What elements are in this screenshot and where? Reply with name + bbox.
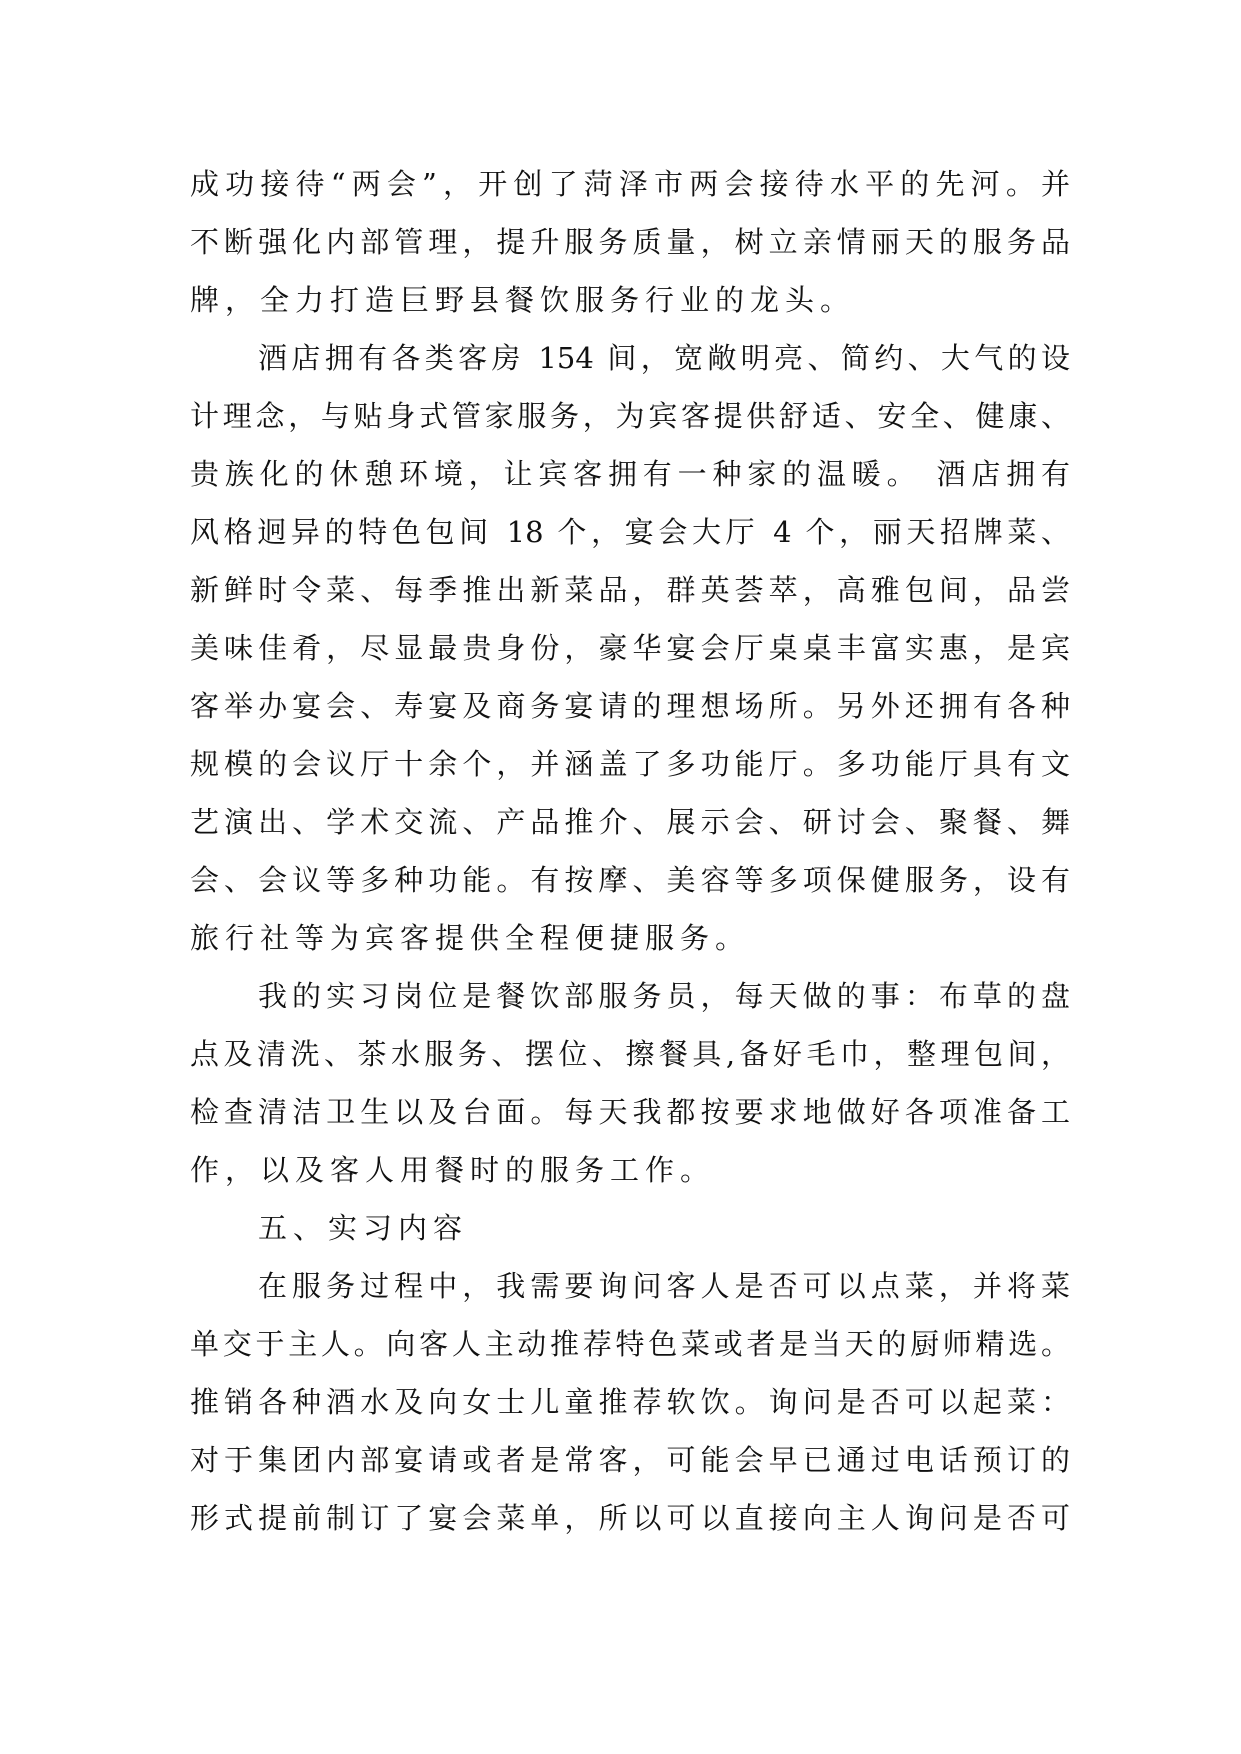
text-line: 我的实习岗位是餐饮部服务员，每天做的事：布草的盘 xyxy=(258,979,1070,1013)
text-line: 酒店拥有各类客房 154 间，宽敞明亮、简约、大气的设 xyxy=(258,341,1070,375)
text-line: 计理念，与贴身式管家服务，为宾客提供舒适、安全、健康、 xyxy=(190,399,1070,433)
text-line: 对于集团内部宴请或者是常客，可能会早已通过电话预订的 xyxy=(190,1443,1070,1477)
text-line: 旅行社等为宾客提供全程便捷服务。 xyxy=(190,921,751,955)
text-line: 形式提前制订了宴会菜单，所以可以直接向主人询问是否可 xyxy=(190,1501,1070,1535)
text-line: 贵族化的休憩环境，让宾客拥有一种家的温暖。 酒店拥有 xyxy=(190,457,1070,491)
text-line: 风格迥异的特色包间 18 个，宴会大厅 4 个，丽天招牌菜、 xyxy=(190,515,1070,549)
text-line: 不断强化内部管理，提升服务质量，树立亲情丽天的服务品 xyxy=(190,225,1070,259)
text-line: 点及清洗、茶水服务、摆位、擦餐具,备好毛巾，整理包间， xyxy=(190,1037,1070,1071)
text-line: 规模的会议厅十余个，并涵盖了多功能厅。多功能厅具有文 xyxy=(190,747,1070,781)
text-line: 成功接待“两会”，开创了菏泽市两会接待水平的先河。并 xyxy=(190,167,1070,201)
text-line: 检查清洁卫生以及台面。每天我都按要求地做好各项准备工 xyxy=(190,1095,1070,1129)
text-line: 新鲜时令菜、每季推出新菜品，群英荟萃，高雅包间，品尝 xyxy=(190,573,1070,607)
text-line: 美味佳肴，尽显最贵身份，豪华宴会厅桌桌丰富实惠，是宾 xyxy=(190,631,1070,665)
text-line: 推销各种酒水及向女士儿童推荐软饮。询问是否可以起菜： xyxy=(190,1385,1070,1419)
text-line: 作，以及客人用餐时的服务工作。 xyxy=(190,1153,716,1187)
text-line: 五、实习内容 xyxy=(258,1211,469,1245)
text-line: 会、会议等多种功能。有按摩、美容等多项保健服务，设有 xyxy=(190,863,1070,897)
text-line: 单交于主人。向客人主动推荐特色菜或者是当天的厨师精选。 xyxy=(190,1327,1070,1361)
text-line: 艺演出、学术交流、产品推介、展示会、研讨会、聚餐、舞 xyxy=(190,805,1070,839)
text-line: 在服务过程中，我需要询问客人是否可以点菜，并将菜 xyxy=(258,1269,1070,1303)
text-line: 牌，全力打造巨野县餐饮服务行业的龙头。 xyxy=(190,283,856,317)
text-line: 客举办宴会、寿宴及商务宴请的理想场所。另外还拥有各种 xyxy=(190,689,1070,723)
document-body xyxy=(190,155,1070,1547)
